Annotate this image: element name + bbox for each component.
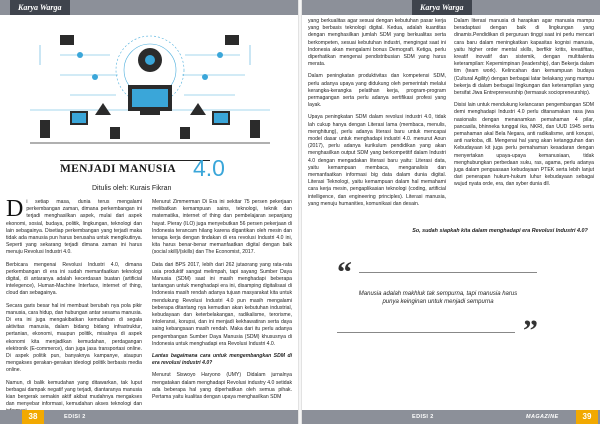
spine-gutter bbox=[298, 0, 302, 424]
pull-quote bbox=[337, 256, 539, 347]
article-title: MENJADI MANUSIA bbox=[60, 163, 176, 175]
left-column-1 bbox=[6, 196, 142, 421]
section-tag: Karya Warga bbox=[10, 0, 70, 15]
closing-question: So, sudah siapkah kita dalam menghadapi era Revolusi Industri 4.0? bbox=[412, 228, 588, 234]
magazine-label: MAGAZINE bbox=[526, 414, 559, 420]
article-title-number: 4.0 bbox=[193, 155, 225, 181]
page-number: 38 bbox=[22, 410, 44, 424]
byline: Ditulis oleh: Kurais Fikran bbox=[92, 185, 172, 192]
footer-label: EDISI 2 bbox=[412, 414, 434, 420]
divider bbox=[337, 332, 515, 333]
left-column-2 bbox=[152, 199, 292, 406]
section-tag: Karya Warga bbox=[412, 0, 472, 15]
page-number: 39 bbox=[576, 410, 598, 424]
footer-bar bbox=[0, 410, 300, 424]
tech-illustration bbox=[0, 15, 300, 156]
paragraph: Berbicara mengenai Revolusi Industri 4.0, dimana perkembangan di era ini sudah memanfaatkan teknologi digital, di antaranya adalah kecerdasan buatan (artificial intelegence), Human-Machine Interface, internet of thing, cloud dan sebagainya. bbox=[6, 261, 142, 297]
paragraph: Dalam literasi manusia di harapkan agar manusia mampu beradaptasi dengan baik di lingkungan yang dinamis.Pendidikan di perguruan tinggi saat ini perlu mencari cara baru dalam meningkatkan kapasitas kognisi manusia, yaitu higher order mental skills, berfikir kritis, kreatifitas, kreatif inovatif dan sistemik, dengan multitalenta keterampilan: Kepemimpinan (leadership), dan Bekerja dalam tim (team work). Kelincahan dan kemampuan budaya (Cultural Agility) dengan berbagai latar belakang yang mampu bekerja di dalam berbagai lingkungan dan keterampilan yang bersifat Jiwa Entrepreneurship (termasuk sociopreneurship). bbox=[454, 18, 594, 97]
paragraph: Data dari BPS 2017, lebih dari 262 jutaorang yang rata-rata usia produktif sangat melimpah, tapi sayang Sumber Daya Manusia (SDM) saat ini masih menghadapi beberapa tantangan untuk menghadapi era ini, disamping digitalisasi di Indonesia masih rendah adanya tujuan masyarakat kita untuk mendukung Revolusi Industri 4.0 pun masih mengalami beberapa ditantang nya kemudian akan kebutuhan industrial, kebudayaan dan keterbelakangan, radikalisme, terorisme, intoleransi, korupsi, dan ini menjadi kekhawatiran serta daya saing kebangsaan masih rendah. Maka dari itu perlu adanya pengembangan Sumber Daya Manusia (SDM) khususnya di Indonesia untuk menghadapi era Revolusi Industri 4.0. bbox=[152, 261, 292, 347]
paragraph: Secara garis besar hal ini membuat berubah nya pola pikir manusia, cara hidup, dan hubungan antar sesama manusia. Di era ini juga mengakibatkan kemudahan di segala aktivitas manusia, dalam bidang bidang infrastruktur, pertanian, ekonomi, maupun politik, misalnya di aspek ekonomi kita menjadikan kemudahan, perdagangan elektronik (E-commerce), dan juga jasa transportasi online. Di aspek politik pun, banyaknya kampanye, ataupun mengakses gerakan-gerakan ideologi politik berbasis media online. bbox=[6, 302, 142, 374]
paragraph: Dalam peningkatan produktivitas dan kompetensi SDM, perlu adanya upaya yang didukung oleh pemerintah melalui kerangka-kerangka pelatihan kerja, program-program permagangan serta perlu adanya sertifikasi profesi yang layak. bbox=[308, 73, 446, 109]
paragraph: Upaya peningkatan SDM dalam revolusi industri 4.0, tidak lah cukup hanya dengan Literasi lama (membaca, menulis, menghitung), perlu adanya literasi baru untuk mencapai model dasar untuk menghadapi industri 4.0. menurut Aoun (2017), perlu adanya kurikulum pendidikan yang akan menghasilkan output SDM yang berkompetitif dalam Industri 4.0 dengan mengadakan literasi baru yaitu: Literasi data, yaitu kemampuan membaca, menganalisis dan memanfaatkan informasi big data dalam dunia digital. Literasi Teknologi, yaitu kemampuan dalam hal memahami cara kerja mesin, pengaplikasian teknologi (coding, artificial intelligence, dan engineering principles). Literasi manusia, yang menuju humanities, komunikasi dan desain. bbox=[308, 114, 446, 207]
quote-text: Manusia adalah makhluk tak sempurna, tapi manusia harus punya keinginan untuk menjadi sempurna bbox=[358, 291, 518, 305]
divider bbox=[359, 272, 537, 273]
right-page bbox=[300, 0, 600, 424]
footer-label: EDISI 2 bbox=[64, 414, 86, 420]
open-quote-icon: “ bbox=[337, 256, 352, 289]
dropcap: D bbox=[6, 196, 24, 222]
paragraph: Disisi lain untuk mendukung kelancaran pengembangan SDM demi menghadapi Industri 4.0 perlu ditanamakan rasa jiwa nasionalis dengan menanamkan pemahaman 4 pilar, pancasila, bhinneka tunggal ika, NKRI, dan UUD 1945 serta pemahaman akal Bela Negara, anti radikalisme, anti korupsi, anti narkoba, dll. Mengenai hal yang akan ketangguhan dan Kebudayaan kit juga perlu pemahaman kesadaran dengan menyertakan upaya-upaya kemanusiaan, tidak menghubungkan perbedaan suku, ras, agama, perlu adanya juga dalam penguasaan kebudayaan PTEK serta lebih lanjut dari penerapan hukum-hukum luhur kebudayaan sebagai wujud nyata orde, era, dan syber dunia dll. bbox=[454, 102, 594, 188]
paragraph: i setiap masa, dunia terus mengalami perkembangan zaman, dimana perkembangan ini terjadi menghasilkan aspek, mulai dari aspek ekonomi, sosial, budaya, politik, lingkungan, teknologi dan lain sebagainya. Disetiap perkembangan yang terjadi maka tidak ada manusia pun harus berusaha untuk mengikutinya. Seperti yang sekarang terjadi dimana zaman ini harus menuju Revolusi Industri 4.0. bbox=[6, 199, 142, 256]
paragraph: Menurut Siswoyo Haryono (UMY) Didalam jurnalnya mengatakan dalam menghadapi Revolusi industry 4.0 setidak ada beberapa hal yang diperhatikan oleh semua pihak. Pertama yaitu kualitas dengan upaya menghasilkan SDM bbox=[152, 372, 292, 401]
paragraph: Namun, di balik kemudahan yang ditawarkan, tak luput berbagai dampak negatif yang terjadi, diantaranya manusia kian bergerak semakin aktif akibat mudahnya mengakses dan menyebar informasi, kemudahan akses teknologi dan bbox=[6, 379, 142, 408]
paragraph: Menurut Zimmerman Di Era ini sekitar 75 persen pekerjaan melibatkan kemampuan sains, teknologi, teknik dan matematika, internet of thing dan pembelajaran sepanjang hayat. Pieray (ILO) juga menyebutkan 56 persen pekerjaan di Indonesia terancam hilang karena digantikan oleh mesin dan tenaga kerja dengan tindakan di era revolusi Industri 4.0 ini, kita harus benar-benar memanfaatkan digital dengan baik (social skill)/(skills) dan The Economist, 2017. bbox=[152, 199, 292, 256]
title-rule bbox=[60, 160, 210, 161]
right-column-2 bbox=[454, 18, 594, 194]
hero-illustration bbox=[0, 15, 300, 156]
subheading: Lantas bagaimana cara untuk mengembangkan SDM di era revolusi industri 4.0? bbox=[152, 353, 292, 367]
paragraph: yang berkualitas agar sesuai dengan kebutuhan pasar kerja yang berbasis teknologi digital. Kedua, adalah kuantitas dengan menghasilkan jumlah SDM yang berkualitas serta berkompeten, sesuai kebutuhan industri, mengingat saat ini Indonesia akan mengalami bonus Demografi. Ketiga, perlu diperhatikan mengenai pendistribusian SDM yang harus merata. bbox=[308, 18, 446, 68]
close-quote-icon: ” bbox=[523, 314, 538, 347]
right-column-1 bbox=[308, 18, 446, 213]
